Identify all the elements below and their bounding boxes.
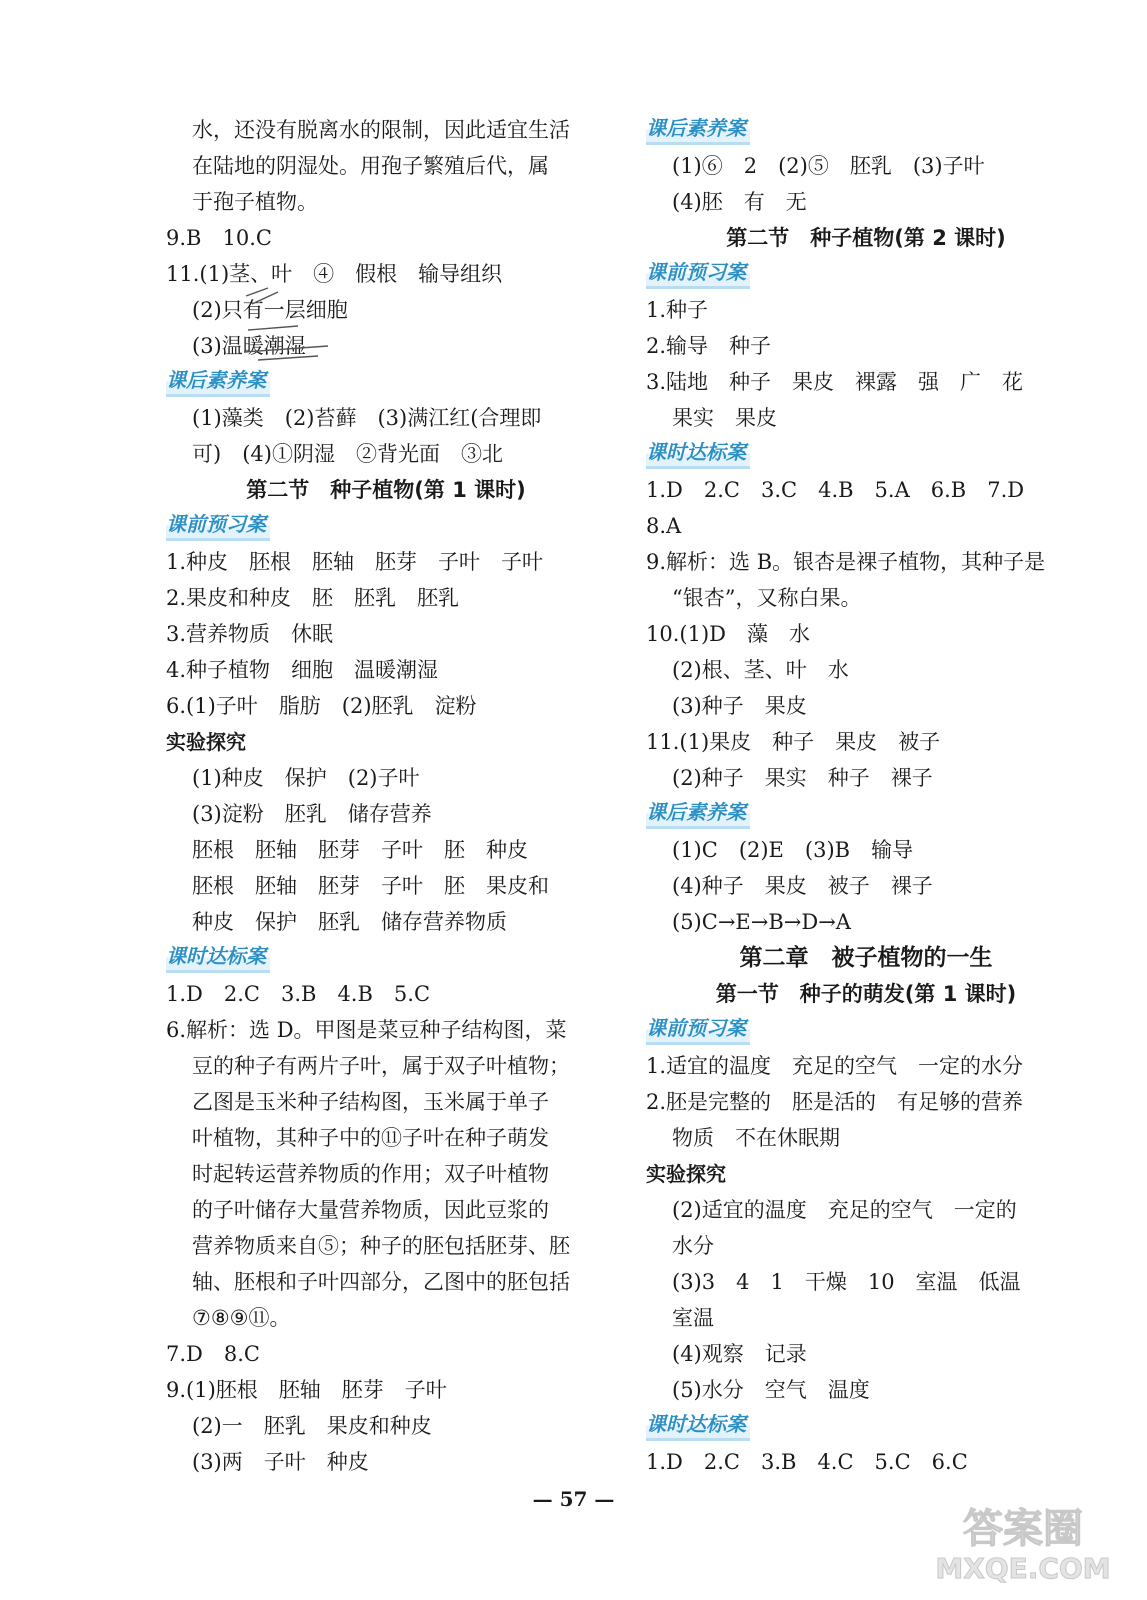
answer-line: 轴、胚根和子叶四部分，乙图中的胚包括 (192, 1270, 570, 1294)
section-label-text: 课前预习案 (166, 510, 270, 541)
answer-line: (3)温暖潮湿 (192, 334, 306, 358)
answer-line: (4)种子 果皮 被子 裸子 (672, 874, 933, 898)
answer-line: 6.(1)子叶 脂肪 (2)胚乳 淀粉 (166, 694, 477, 718)
answer-line: (2)只有一层细胞 (192, 298, 348, 322)
answer-line: (3)种子 果皮 (672, 694, 807, 718)
answer-line: 3.营养物质 休眠 (166, 622, 334, 646)
answer-line: 物质 不在休眠期 (672, 1126, 840, 1150)
answer-line: “银杏”，又称白果。 (672, 586, 862, 610)
section-label (166, 508, 606, 544)
answer-line: 8.A (646, 514, 682, 538)
section-heading: 第二节 种子植物(第 1 课时) (246, 478, 526, 502)
answer-line: ⑦⑧⑨⑪。 (192, 1306, 291, 1330)
answer-line: 水，还没有脱离水的限制，因此适宜生活 (192, 118, 570, 142)
section-heading: 第二节 种子植物(第 2 课时) (726, 226, 1006, 250)
answer-line: 叶植物，其种子中的⑪子叶在种子萌发 (192, 1126, 549, 1150)
section-label-text: 课后素养案 (646, 798, 750, 829)
answer-line: 1.种子 (646, 298, 709, 322)
answer-line: 在陆地的阴湿处。用孢子繁殖后代，属 (192, 154, 549, 178)
section-label (646, 256, 1086, 292)
answer-line: 于孢子植物。 (192, 190, 318, 214)
section-label (646, 796, 1086, 832)
chapter-heading: 第二章 被子植物的一生 (739, 945, 993, 971)
section-label-text: 课前预习案 (646, 1014, 750, 1045)
answer-line: (5)水分 空气 温度 (672, 1378, 870, 1402)
answer-line: 11.(1)茎、叶 ④ 假根 输导组织 (166, 262, 503, 286)
answer-line: (3)3 4 1 干燥 10 室温 低温 (672, 1270, 1021, 1294)
answer-line: 10.(1)D 藻 水 (646, 622, 810, 646)
answer-line: (3)两 子叶 种皮 (192, 1450, 369, 1474)
answer-line: 果实 果皮 (672, 406, 777, 430)
answer-line: 2.输导 种子 (646, 334, 772, 358)
answer-line: 1.种皮 胚根 胚轴 胚芽 子叶 子叶 (166, 550, 544, 574)
answer-line: (4)观察 记录 (672, 1342, 807, 1366)
answer-line: 营养物质来自⑤；种子的胚包括胚芽、胚 (192, 1234, 570, 1258)
answer-line: 豆的种子有两片子叶，属于双子叶植物； (192, 1054, 570, 1078)
section-label-text: 课时达标案 (646, 438, 750, 469)
section-label (646, 436, 1086, 472)
answer-line: 乙图是玉米种子结构图，玉米属于单子 (192, 1090, 549, 1114)
answer-line: 1.D 2.C 3.C 4.B 5.A 6.B 7.D (646, 478, 1025, 502)
left-column (166, 112, 606, 1480)
answer-line: 时起转运营养物质的作用；双子叶植物 (192, 1162, 549, 1186)
answer-line: 胚根 胚轴 胚芽 子叶 胚 果皮和 (192, 874, 549, 898)
answer-line: 11.(1)果皮 种子 果皮 被子 (646, 730, 941, 754)
section-label (646, 112, 1086, 148)
answer-line: 1.D 2.C 3.B 4.C 5.C 6.C (646, 1450, 968, 1474)
subheading: 实验探究 (166, 730, 246, 754)
answer-line: (1)藻类 (2)苔藓 (3)满江红(合理即 (192, 406, 542, 430)
answer-line: 6.解析：选 D。甲图是菜豆种子结构图，菜 (166, 1018, 567, 1042)
section-heading: 第一节 种子的萌发(第 1 课时) (715, 982, 1017, 1006)
section-label-text: 课时达标案 (646, 1410, 750, 1441)
answer-line: (1)C (2)E (3)B 输导 (672, 838, 914, 862)
watermark-logo (935, 1494, 1111, 1586)
handwritten-scribble-mark (238, 286, 348, 366)
watermark-title: 答案圈 (963, 1506, 1083, 1552)
answer-line: 4.种子植物 细胞 温暖潮湿 (166, 658, 439, 682)
answer-line: 2.果皮和种皮 胚 胚乳 胚乳 (166, 586, 460, 610)
page-number-value: 57 (559, 1487, 588, 1511)
answer-line: (1)⑥ 2 (2)⑤ 胚乳 (3)子叶 (672, 154, 985, 178)
answer-line: (2)适宜的温度 充足的空气 一定的 (672, 1198, 1017, 1222)
section-label-text: 课时达标案 (166, 942, 270, 973)
answer-line: (2)一 胚乳 果皮和种皮 (192, 1414, 432, 1438)
section-label-text: 课前预习案 (646, 258, 750, 289)
answer-line: 3.陆地 种子 果皮 裸露 强 广 花 (646, 370, 1024, 394)
section-label (646, 1408, 1086, 1444)
section-label (166, 940, 606, 976)
answer-line: 9.解析：选 B。银杏是裸子植物，其种子是 (646, 550, 1046, 574)
answer-line: (1)种皮 保护 (2)子叶 (192, 766, 420, 790)
answer-line: 2.胚是完整的 胚是活的 有足够的营养 (646, 1090, 1024, 1114)
watermark-url: MXQE.COM (935, 1552, 1111, 1585)
section-label (166, 364, 606, 400)
answer-line: 室温 (672, 1306, 714, 1330)
answer-line: 1.适宜的温度 充足的空气 一定的水分 (646, 1054, 1024, 1078)
answer-line: (4)胚 有 无 (672, 190, 807, 214)
answer-line: 1.D 2.C 3.B 4.B 5.C (166, 982, 431, 1006)
page-number: — 57 — (532, 1487, 615, 1511)
answer-line: 胚根 胚轴 胚芽 子叶 胚 种皮 (192, 838, 528, 862)
answer-line: 9.B 10.C (166, 226, 272, 250)
subheading: 实验探究 (646, 1162, 726, 1186)
answer-line: (3)淀粉 胚乳 储存营养 (192, 802, 432, 826)
answer-line: 种皮 保护 胚乳 储存营养物质 (192, 910, 507, 934)
answer-line: 9.(1)胚根 胚轴 胚芽 子叶 (166, 1378, 447, 1402)
section-label (646, 1012, 1086, 1048)
answer-line: (5)C→E→B→D→A (672, 910, 851, 934)
answer-line: 的子叶储存大量营养物质，因此豆浆的 (192, 1198, 549, 1222)
answer-line: (2)根、茎、叶 水 (672, 658, 849, 682)
section-label-text: 课后素养案 (166, 366, 270, 397)
answer-line: 7.D 8.C (166, 1342, 260, 1366)
right-column (646, 112, 1086, 1480)
section-label-text: 课后素养案 (646, 114, 750, 145)
answer-line: 水分 (672, 1234, 714, 1258)
answer-line: (2)种子 果实 种子 裸子 (672, 766, 933, 790)
answer-line: 可) (4)①阴湿 ②背光面 ③北 (192, 442, 503, 466)
